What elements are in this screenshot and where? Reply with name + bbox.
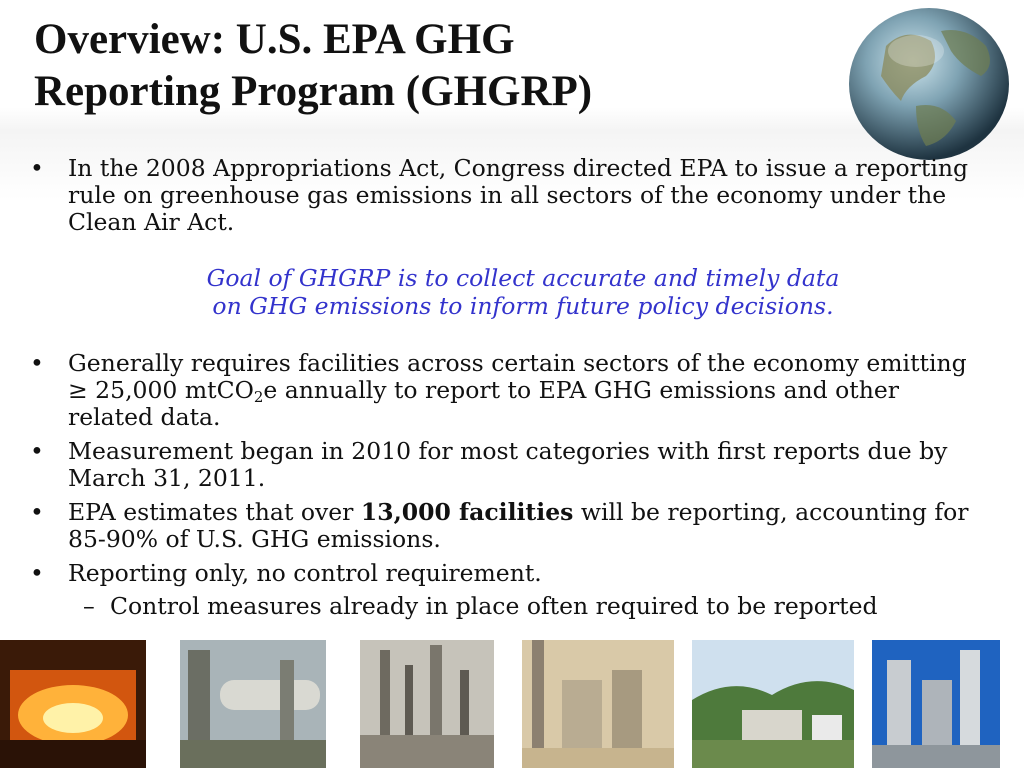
goal-line-2: on GHG emissions to inform future policy decisions. <box>212 292 834 320</box>
slide-title <box>34 14 814 118</box>
cement-kiln-photo <box>180 640 326 768</box>
sub-bullet-1-text: Control measures already in place often required to be reported <box>110 592 878 620</box>
bullet-4 <box>28 499 978 553</box>
sub-bullet-marker: – <box>83 592 95 620</box>
photo-strip <box>0 640 1024 768</box>
steel-furnace-photo <box>0 640 146 768</box>
co2-subscript: 2 <box>253 388 264 406</box>
title-line-2: Reporting Program (GHGRP) <box>34 68 593 115</box>
bullet-2-text-a: Generally requires facilities across certain sectors of the economy emitting ≥ 25,000 mtCO <box>68 349 967 404</box>
bullet-5 <box>28 560 978 587</box>
bullet-3-text: Measurement began in 2010 for most categories with first reports due by March 31, 2011. <box>68 437 948 492</box>
bullet-marker: • <box>30 559 44 587</box>
bullet-4-text <box>68 499 978 553</box>
mill-valley-photo <box>692 640 854 768</box>
bullet-marker: • <box>30 154 44 182</box>
facilities-count: 13,000 facilities <box>360 498 574 526</box>
bullet-marker: • <box>30 437 44 465</box>
globe-image <box>846 6 1012 162</box>
bullet-5-text: Reporting only, no control requirement. <box>68 559 542 587</box>
power-plant-photo <box>872 640 1000 768</box>
title-line-1: Overview: U.S. EPA GHG <box>34 16 515 63</box>
sub-bullet-1 <box>28 593 978 620</box>
industrial-plant-photo <box>522 640 674 768</box>
bullet-1 <box>28 155 978 236</box>
slide-body <box>28 155 978 620</box>
bullet-4-text-b: will be reporting, accounting for 85-90% of U.S. GHG emissions. <box>68 498 969 553</box>
bullet-2 <box>28 350 978 431</box>
goal-line-1: Goal of GHGRP is to collect accurate and timely data <box>206 264 840 292</box>
bullet-4-text-a: EPA estimates that over <box>68 498 361 526</box>
goal-statement <box>28 264 978 320</box>
bullet-marker: • <box>30 349 44 377</box>
refinery-photo <box>360 640 494 768</box>
bullet-1-text: In the 2008 Appropriations Act, Congress directed EPA to issue a reporting rule on greenhouse gas emissions in all sectors of the economy under the Clean Air Act. <box>68 154 969 236</box>
bullet-marker: • <box>30 498 44 526</box>
bullet-2-text <box>68 350 978 431</box>
bullet-2-text-b: e annually to report to EPA GHG emissions and other related data. <box>68 376 900 431</box>
bullet-3 <box>28 438 978 492</box>
